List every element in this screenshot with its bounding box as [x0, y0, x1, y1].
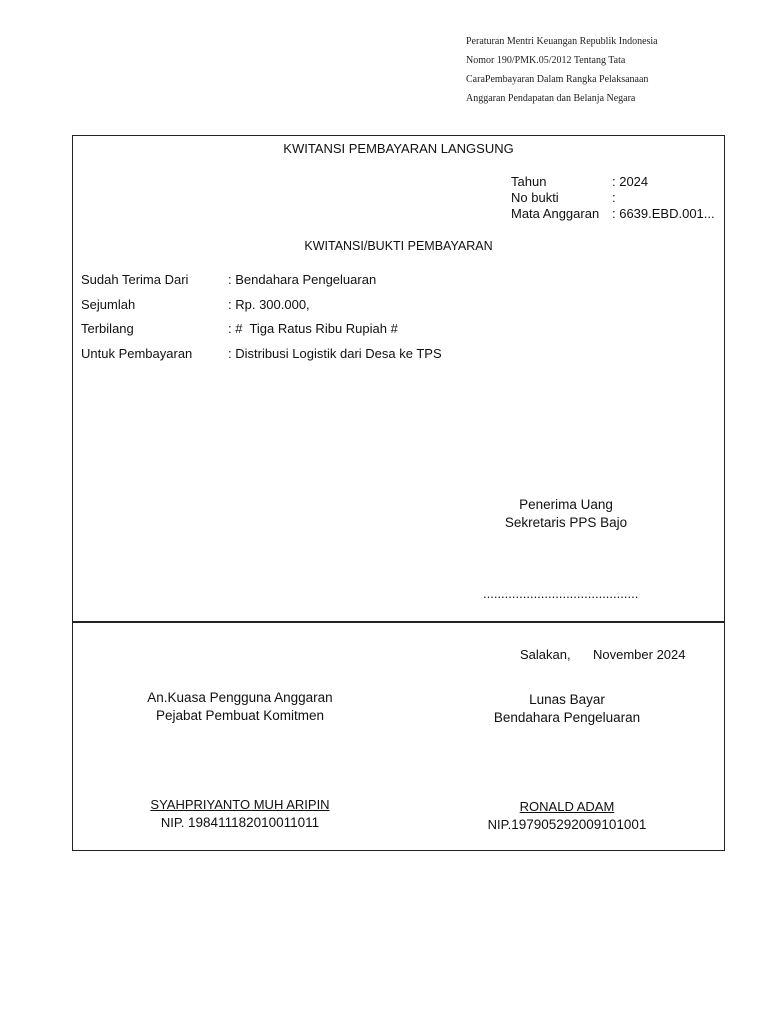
receiver-role: Penerima Uang: [519, 497, 613, 512]
meta-label-no-bukti: No bukti: [511, 190, 559, 205]
regulation-line: CaraPembayaran Dalam Rangka Pelaksanaan: [466, 74, 649, 85]
right-signatory-role: Lunas Bayar: [529, 692, 605, 707]
meta-label-mata-anggaran: Mata Anggaran: [511, 206, 600, 221]
field-value-sudah-terima: : Bendahara Pengeluaran: [228, 272, 377, 287]
receipt-subtitle: KWITANSI/BUKTI PEMBAYARAN: [304, 239, 493, 253]
regulation-line: Nomor 190/PMK.05/2012 Tentang Tata: [466, 55, 626, 66]
left-signatory-name: SYAHPRIYANTO MUH ARIPIN: [150, 797, 330, 812]
meta-value-no-bukti: :: [612, 190, 616, 205]
field-value-untuk-pembayaran: : Distribusi Logistik dari Desa ke TPS: [228, 346, 442, 361]
field-label-sudah-terima: Sudah Terima Dari: [81, 272, 189, 287]
meta-value-mata-anggaran: : 6639.EBD.001...: [612, 206, 715, 221]
meta-value-tahun: : 2024: [612, 174, 649, 189]
regulation-line: Anggaran Pendapatan dan Belanja Negara: [466, 93, 636, 104]
left-nip-label: NIP.: [160, 815, 189, 830]
left-signatory-position: Pejabat Pembuat Komitmen: [155, 708, 325, 723]
receiver-position: Sekretaris PPS Bajo: [504, 515, 628, 530]
footer-place: Salakan,: [520, 647, 571, 662]
footer-date: November 2024: [593, 647, 686, 662]
field-label-untuk-pembayaran: Untuk Pembayaran: [81, 346, 193, 361]
right-signatory-name: RONALD ADAM: [519, 799, 615, 814]
left-signatory-nip: [130, 814, 350, 832]
regulation-reference: [466, 32, 756, 108]
right-nip-label: NIP.: [487, 817, 512, 832]
section-divider: [72, 621, 725, 623]
receiver-signature-line: ...........................................: [483, 586, 639, 601]
receipt-title: KWITANSI PEMBAYARAN LANGSUNG: [283, 141, 514, 156]
meta-label-tahun: Tahun: [511, 174, 547, 189]
field-value-sejumlah: : Rp. 300.000,: [228, 297, 310, 312]
right-signatory-nip: [467, 816, 667, 834]
regulation-line: Peraturan Mentri Keuangan Republik Indonesia: [466, 36, 658, 47]
right-signatory-position: Bendahara Pengeluaran: [493, 710, 641, 725]
field-value-terbilang: : # Tiga Ratus Ribu Rupiah #: [228, 321, 398, 336]
left-signatory-role: An.Kuasa Pengguna Anggaran: [147, 690, 333, 705]
right-nip-value: 197905292009101001: [511, 817, 647, 832]
left-nip-value: 198411182010011011: [188, 815, 320, 830]
field-label-sejumlah: Sejumlah: [81, 297, 136, 312]
field-label-terbilang: Terbilang: [81, 321, 134, 336]
